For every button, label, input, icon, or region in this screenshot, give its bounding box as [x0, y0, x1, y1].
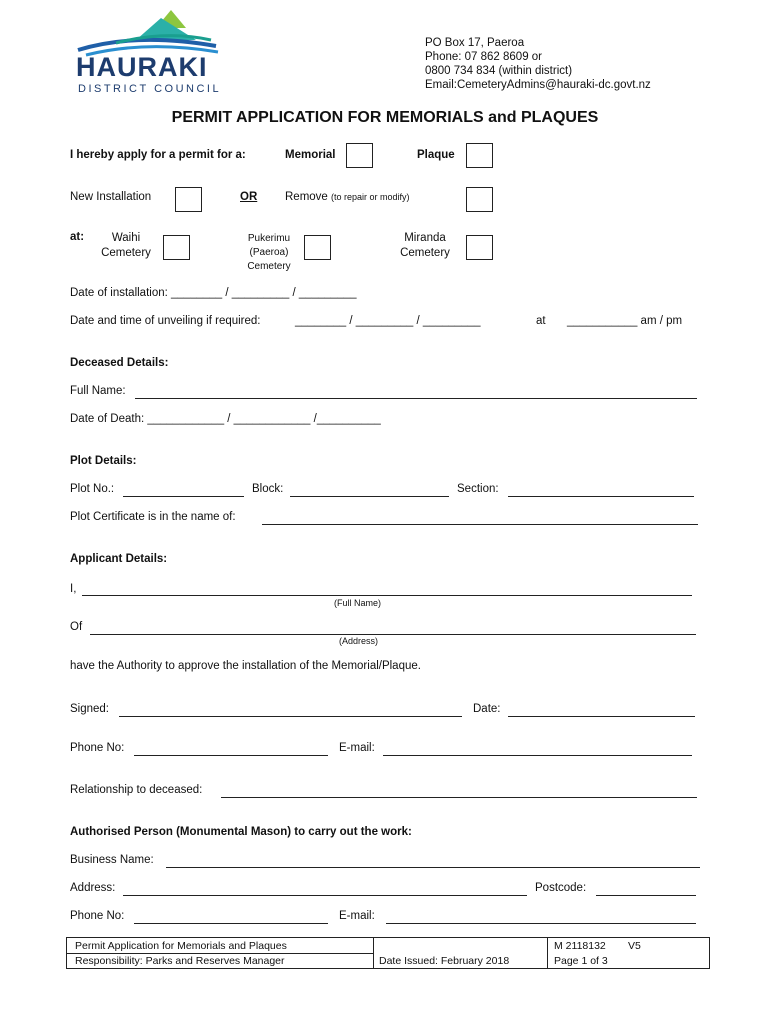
certificate-field[interactable] — [262, 524, 698, 525]
waihi-line-1: Waihi — [111, 232, 141, 244]
section-label: Section: — [457, 483, 499, 495]
applicant-name-field[interactable] — [82, 595, 692, 596]
mason-phone-label: Phone No: — [70, 910, 125, 922]
applicant-date-field[interactable] — [508, 716, 695, 717]
business-name-label: Business Name: — [70, 854, 154, 866]
miranda-line-1: Miranda — [404, 232, 446, 244]
footer-divider-1 — [373, 938, 374, 968]
waihi-checkbox[interactable] — [163, 235, 190, 260]
or-label: OR — [240, 191, 258, 203]
signed-label: Signed: — [70, 703, 110, 715]
footer-divider-h — [67, 953, 373, 954]
certificate-label: Plot Certificate is in the name of: — [70, 511, 236, 523]
pukerimu-checkbox[interactable] — [304, 235, 331, 260]
mason-phone-field[interactable] — [134, 923, 328, 924]
full-name-label: Full Name: — [70, 385, 126, 397]
relationship-label: Relationship to deceased: — [70, 784, 203, 796]
footer-doc-number: M 2118132 — [554, 940, 606, 952]
footer-responsibility: Responsibility: Parks and Reserves Manager — [75, 955, 285, 967]
installation-date-field[interactable]: Date of installation: ________ / _________ / _________ — [70, 287, 357, 299]
council-logo — [76, 10, 221, 100]
mason-heading: Authorised Person (Monumental Mason) to carry out the work: — [70, 826, 412, 838]
applicant-date-label: Date: — [473, 703, 501, 715]
applicant-phone-field[interactable] — [134, 755, 328, 756]
signed-field[interactable] — [119, 716, 462, 717]
footer-divider-2 — [547, 938, 548, 968]
applicant-email-field[interactable] — [383, 755, 692, 756]
footer-page: Page 1 of 3 — [554, 955, 608, 967]
document-footer — [66, 937, 710, 969]
memorial-label: Memorial — [285, 149, 336, 161]
business-name-field[interactable] — [166, 867, 700, 868]
address-line-1: PO Box 17, Paeroa — [425, 37, 525, 49]
mason-email-label: E-mail: — [339, 910, 375, 922]
unveiling-date-field[interactable]: ________ / _________ / _________ — [295, 315, 481, 327]
applicant-of-label: Of — [70, 621, 83, 633]
remove-note: (to repair or modify) — [331, 192, 410, 202]
postcode-field[interactable] — [596, 895, 696, 896]
relationship-field[interactable] — [221, 797, 697, 798]
address-line-3: 0800 734 834 (within district) — [425, 65, 573, 77]
block-label: Block: — [252, 483, 284, 495]
remove-text: Remove — [285, 191, 328, 203]
form-title: PERMIT APPLICATION FOR MEMORIALS and PLAQUES — [171, 109, 599, 126]
mason-email-field[interactable] — [386, 923, 696, 924]
address-caption: (Address) — [339, 636, 379, 646]
section-field[interactable] — [508, 496, 694, 497]
logo-subtext: DISTRICT COUNCIL — [78, 83, 222, 95]
miranda-line-2: Cemetery — [400, 247, 450, 259]
miranda-label — [392, 231, 458, 261]
plaque-checkbox[interactable] — [466, 143, 493, 168]
remove-checkbox[interactable] — [466, 187, 493, 212]
waihi-line-2: Cemetery — [101, 247, 151, 259]
miranda-checkbox[interactable] — [466, 235, 493, 260]
date-of-death-field[interactable]: Date of Death: ____________ / ____________ /__________ — [70, 413, 381, 425]
applicant-i-label: I, — [70, 583, 77, 595]
footer-date-issued: Date Issued: February 2018 — [379, 955, 510, 967]
unveiling-label: Date and time of unveiling if required: — [70, 315, 261, 327]
mason-address-field[interactable] — [123, 895, 527, 896]
address-line-2: Phone: 07 862 8609 or — [425, 51, 543, 63]
new-installation-checkbox[interactable] — [175, 187, 202, 212]
plaque-label: Plaque — [417, 149, 455, 161]
full-name-caption: (Full Name) — [334, 598, 382, 608]
authority-statement: have the Authority to approve the installation of the Memorial/Plaque. — [70, 660, 421, 672]
logo-text: HAURAKI — [76, 52, 208, 82]
deceased-heading: Deceased Details: — [70, 357, 169, 369]
footer-doc-title: Permit Application for Memorials and Plaques — [75, 940, 287, 952]
plot-no-field[interactable] — [123, 496, 244, 497]
unveiling-at-label: at — [536, 315, 546, 327]
pukerimu-line-1: Pukerimu — [247, 233, 291, 244]
pukerimu-label — [237, 232, 301, 274]
waihi-label — [95, 231, 157, 261]
applicant-phone-label: Phone No: — [70, 742, 125, 754]
apply-label: I hereby apply for a permit for a: — [70, 149, 246, 161]
footer-version: V5 — [628, 940, 641, 952]
unveiling-time-field[interactable]: ___________ am / pm — [567, 315, 683, 327]
remove-label — [285, 191, 410, 203]
new-installation-label: New Installation — [70, 191, 152, 203]
plot-heading: Plot Details: — [70, 455, 137, 467]
plot-no-label: Plot No.: — [70, 483, 115, 495]
applicant-email-label: E-mail: — [339, 742, 375, 754]
at-label: at: — [70, 231, 85, 243]
block-field[interactable] — [290, 496, 449, 497]
pukerimu-line-2: (Paeroa) — [249, 247, 289, 258]
full-name-field[interactable] — [135, 398, 697, 399]
address-email[interactable]: Email:CemeteryAdmins@hauraki-dc.govt.nz — [425, 79, 651, 91]
memorial-checkbox[interactable] — [346, 143, 373, 168]
mason-address-label: Address: — [70, 882, 116, 894]
pukerimu-line-3: Cemetery — [247, 261, 291, 272]
applicant-heading: Applicant Details: — [70, 553, 168, 565]
applicant-address-field[interactable] — [90, 634, 696, 635]
postcode-label: Postcode: — [535, 882, 587, 894]
